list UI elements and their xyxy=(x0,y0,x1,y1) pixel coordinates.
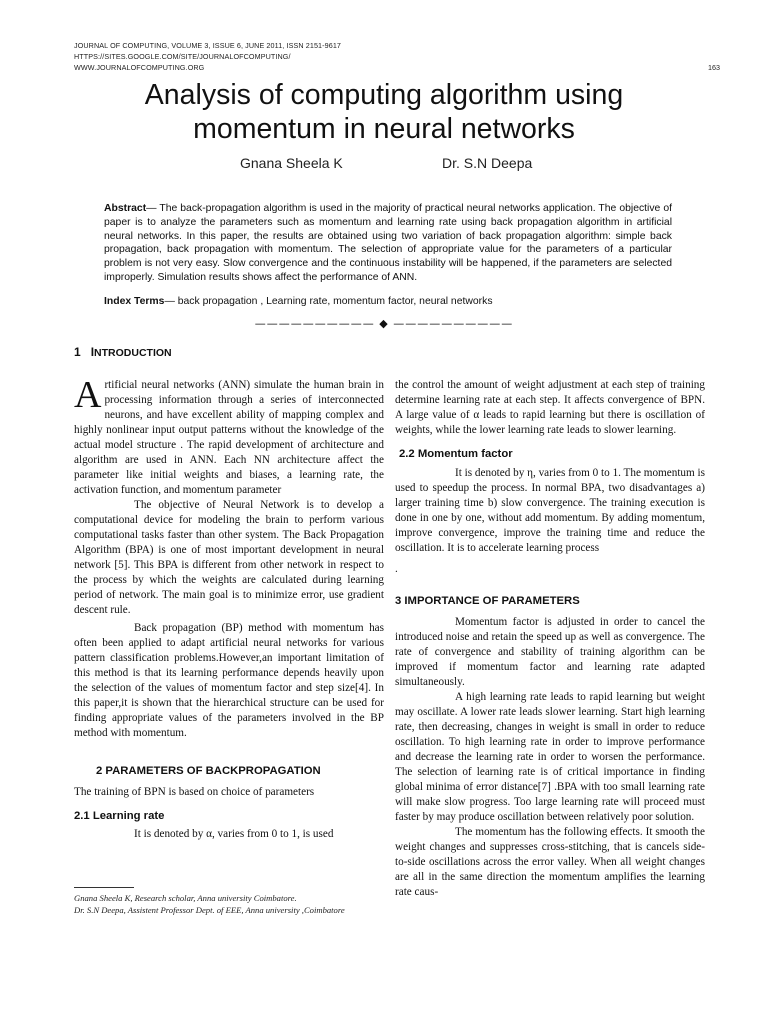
index-terms-label: Index Terms xyxy=(104,296,165,307)
abstract-label: Abstract xyxy=(104,203,147,214)
section-2-2-heading: 2.2 Momentum factor xyxy=(399,448,513,460)
paper-title-line2: momentum in neural networks xyxy=(193,113,575,145)
section-1-title-rest: NTRODUCTION xyxy=(94,347,172,359)
intro-paragraph-1 xyxy=(74,374,384,498)
paper-title-line1: Analysis of computing algorithm using xyxy=(144,79,624,111)
section-3-paragraph-1: Momentum factor is adjusted in order to cancel the introduced noise and retain the speed up as well as convergence. The rate of convergence and stability of training algorithm can be improved if momentum factor and learning rate adapted simultaneously. xyxy=(395,616,705,688)
abstract xyxy=(104,202,672,285)
abstract-text: The back-propagation algorithm is used in the majority of practical neural networks application. The objective of paper is to analyze the parameters such as momentum and learning rate using back propagation algorithm in artificial neural networks. In this paper, the results are obtained using two variation of back propagation algorithm: simple back propagation, back propagation with momentum. The selection of appropriate value for the parameters of a particular problem is not very easy. Slow convergence and the continuous instability will be happened, if the parameters are selected improperly. Simulation results shows affect the performance of ANN. xyxy=(104,203,672,283)
intro-paragraph-2: The objective of Neural Network is to develop a computational device for modeling the brain to perform various computational tasks faster than other system. The Back Propagation Algorithm (BPA) is one of most important development in neural network [5]. This BPA is different from other network in respect to the process by which the weights are calculated during learning period of network. The main goal is to minimize error, use gradient descent rule. xyxy=(74,499,384,616)
section-3-heading: 3 IMPORTANCE OF PARAMETERS xyxy=(395,595,580,607)
author-2: Dr. S.N Deepa xyxy=(442,155,533,171)
left-column xyxy=(74,374,384,842)
section-1-heading xyxy=(74,345,172,359)
paper-title xyxy=(60,78,708,146)
intro-paragraph-3: Back propagation (BP) method with momentum has often been applied to adapt artificial neural networks for various pattern classification problems.However,an important limitation of this method is that its learning performance depends heavily upon the selection of the values of momentum factor and step size[4]. In this paper,it is shown that the hierarchical structure can be used for finding appropriate values of the parameters involved in the BP method with momentum. xyxy=(74,622,384,739)
section-1-title-first: I xyxy=(90,345,95,359)
section-1-number: 1 xyxy=(74,345,81,359)
section-2-heading: 2 PARAMETERS OF BACKPROPAGATION xyxy=(96,765,321,777)
section-2-1-text-right: the control the amount of weight adjustment at each step of training determine learning rate at each step. It affects convergence of BPN. A large value of α leads to rapid learning but there is oscillation of weights, while the lower learning rate leads to slower learning. xyxy=(395,379,705,436)
abstract-dash: — xyxy=(146,203,160,214)
index-terms-dash: — xyxy=(164,296,178,307)
journal-header-website: WWW.JOURNALOFCOMPUTING.ORG xyxy=(74,63,205,72)
section-2-1-heading: 2.1 Learning rate xyxy=(74,810,165,822)
author-1: Gnana Sheela K xyxy=(240,155,343,171)
footnotes xyxy=(74,893,392,916)
section-2-2-text: It is denoted by η, varies from 0 to 1. The momentum is used to speedup the process. In normal BPA, two disadvantages a) larger training time b) slow convergence. The training execution is done in one by one, without add momentum. By adding momentum, improve convergence, improve the training time and reduce the oscillation. It is to accelerate learning process xyxy=(395,467,705,554)
index-terms-text: back propagation , Learning rate, momentum factor, neural networks xyxy=(177,296,493,307)
journal-header-url: HTTPS://SITES.GOOGLE.COM/SITE/JOURNALOFCOMPUTING/ xyxy=(74,52,291,61)
footnote-author-1: Gnana Sheela K, Research scholar, Anna university Coimbatore. xyxy=(74,893,297,903)
right-column xyxy=(395,378,705,900)
footnote-author-2: Dr. S.N Deepa, Assistent Professor Dept. of EEE, Anna university ,Coimbatore xyxy=(74,904,345,915)
section-divider: —————————— ◆ —————————— xyxy=(254,317,514,330)
footnote-rule xyxy=(74,887,134,888)
index-terms xyxy=(104,296,672,307)
page-number: 163 xyxy=(708,63,720,72)
intro-paragraph-1-text: rtificial neural networks (ANN) simulate the human brain in processing information through a series of interconnected neurons, and have excellent ability of mapping complex and highly nonlinear input output patterns without the knowledge of the actual model structure . The rapid development of architecture and algorithm are used in ANN. Each NN architecture affect the parameter like initial weights and biases, a learning rate, the activation function, and momentum parameter xyxy=(74,379,384,496)
intro-dropcap: A xyxy=(74,374,102,416)
section-3-paragraph-2: A high learning rate leads to rapid learning but weight may oscillate. A lower rate leads slower learning. Start high learning rate, then decreasing, changes in weight is small in order to reduce oscillation. To high learning rate in order to improve performance and decrease the learning rate in order to worsen the performance. The selection of learning rate is of critical importance in finding global minima of error distance[7] .BPA with too small learning rate will make slow progress. Too large learning rate will proceed must faster by may produce oscillation between relatively poor solution. xyxy=(395,691,705,823)
section-2-1-text-left: It is denoted by α, varies from 0 to 1, is used xyxy=(134,828,334,840)
section-2-2-dot: . xyxy=(395,563,398,575)
journal-header-line1: JOURNAL OF COMPUTING, VOLUME 3, ISSUE 6, JUNE 2011, ISSN 2151-9617 xyxy=(74,41,342,50)
section-2-text: The training of BPN is based on choice of parameters xyxy=(74,786,315,798)
section-3-paragraph-3: The momentum has the following effects. It smooth the weight changes and suppresses cross-stitching, that is cancels side-to-side oscillations across the error valley. When all weight changes are all in the same direction the momentum amplifies the learning rate caus- xyxy=(395,826,705,898)
